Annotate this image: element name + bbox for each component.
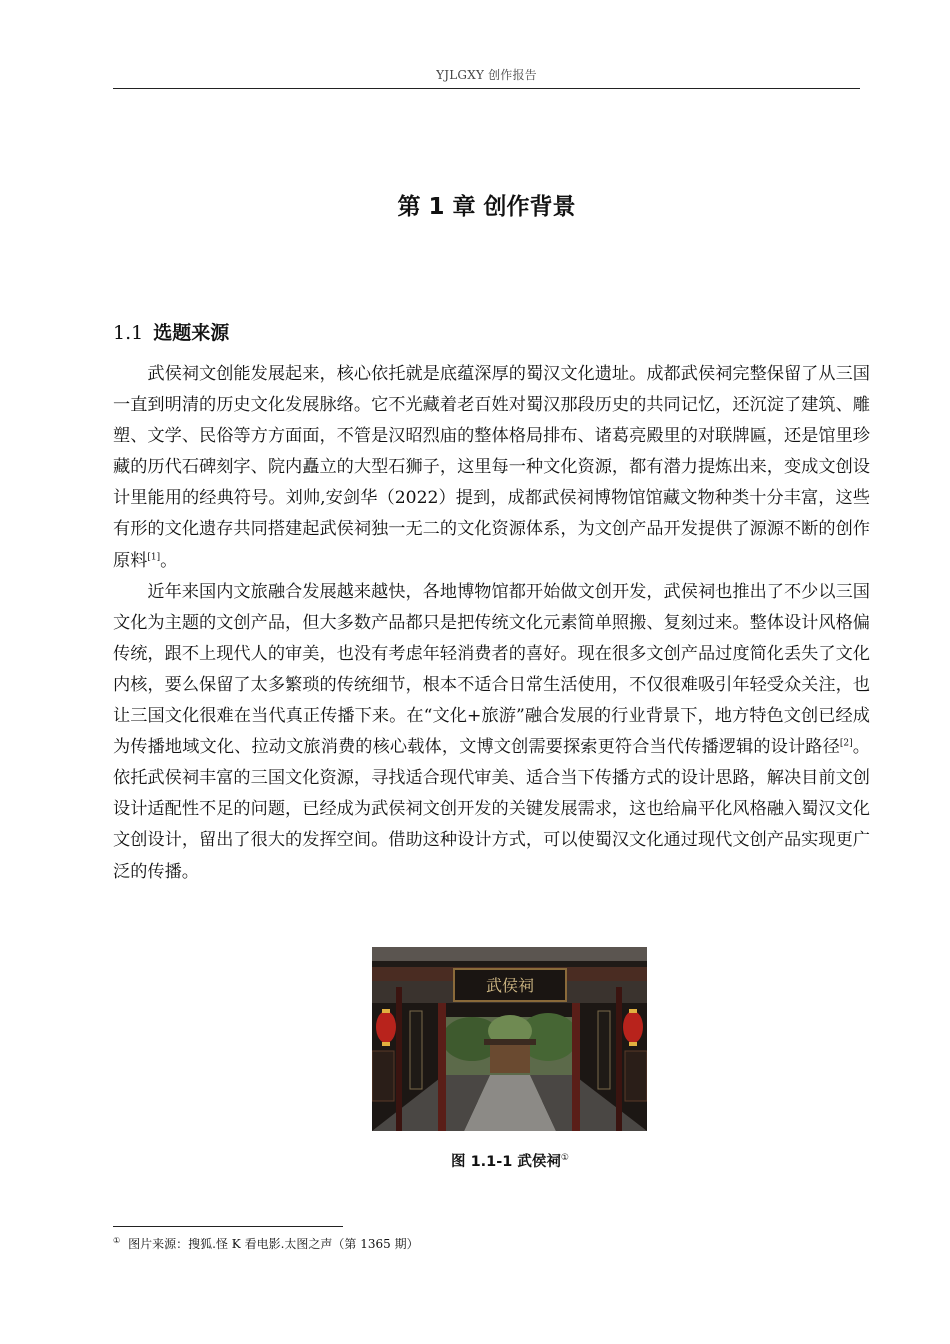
paragraph-1 — [113, 359, 870, 577]
chapter-title: 第 1 章 创作背景 — [397, 194, 576, 220]
footnote-text: 图片来源：搜狐.怪 K 看电影.太图之声（第 1365 期） — [128, 1237, 419, 1251]
figure-caption — [300, 1150, 720, 1170]
plaque-text: 武侯祠 — [485, 976, 535, 995]
paragraph-2 — [113, 577, 870, 888]
section-title: 选题来源 — [153, 322, 230, 344]
footnote-mark: ① — [113, 1236, 121, 1245]
footnote — [113, 1235, 813, 1253]
figure-caption-text: 图 1.1-1 武侯祠 — [451, 1154, 561, 1170]
wuhou-temple-photo — [372, 947, 647, 1131]
header-divider — [113, 88, 860, 89]
temple-gate-illustration — [372, 947, 647, 1131]
paragraph-2-text: 近年来国内文旅融合发展越来越快，各地博物馆都开始做文创开发，武侯祠也推出了不少以三国文化为主题的文创产品，但大多数产品都只是把传统文化元素简单照搬、复刻过来。整体设计风格偏传统，跟不上现代人的审美，也没有考虑年轻消费者的喜好。现在很多文创产品过度简化丢失了文化内核，要么保留了太多繁琐的传统细节，根本不适合日常生活使用，不仅很难吸引年轻受众关注，也让三国文化很难在当代真正传播下来。在“文化+旅游”融合发展的行业背景下，地方特色文创已经成为传播地域文化、拉动文旅消费的核心载体，文博文创需要探索更符合当代传播逻辑的设计路径 — [113, 581, 870, 758]
section-number: 1.1 — [113, 322, 144, 344]
paragraph-1-text: 武侯祠文创能发展起来，核心依托就是底蕴深厚的蜀汉文化遗址。成都武侯祠完整保留了从三国一直到明清的历史文化发展脉络。它不光藏着老百姓对蜀汉那段历史的共同记忆，还沉淀了建筑、雕塑、文学、民俗等方方面面，不管是汉昭烈庙的整体格局排布、诸葛亮殿里的对联牌匾，还是馆里珍藏的历代石碑刻字、院内矗立的大型石狮子，这里每一种文化资源，都有潜力提炼出来，变成文创设计里能用的经典符号。刘帅,安剑华（2022）提到，成都武侯祠博物馆馆藏文物种类十分丰富，这些有形的文化遗存共同搭建起武侯祠独一无二的文化资源体系，为文创产品开发提供了源源不断的创作原料 — [113, 364, 870, 571]
body-text — [113, 359, 870, 888]
footnote-divider — [113, 1226, 343, 1227]
figure-footnote-mark: ① — [560, 1153, 569, 1164]
paragraph-2-end: 。依托武侯祠丰富的三国文化资源，寻找适合现代审美、适合当下传播方式的设计思路，解决目前文创设计适配性不足的问题，已经成为武侯祠文创开发的关键发展需求，这也给扁平化风格融入蜀汉文化文创设计，留出了很大的发挥空间。借助这种设计方式，可以使蜀汉文化通过现代文创产品实现更广泛的传播。 — [113, 737, 870, 882]
page-header: YJLGXY 创作报告 — [436, 68, 537, 82]
paragraph-1-end: 。 — [160, 550, 178, 571]
section-heading — [113, 318, 229, 344]
citation-2: [2] — [839, 738, 853, 749]
citation-1: [1] — [147, 551, 161, 562]
